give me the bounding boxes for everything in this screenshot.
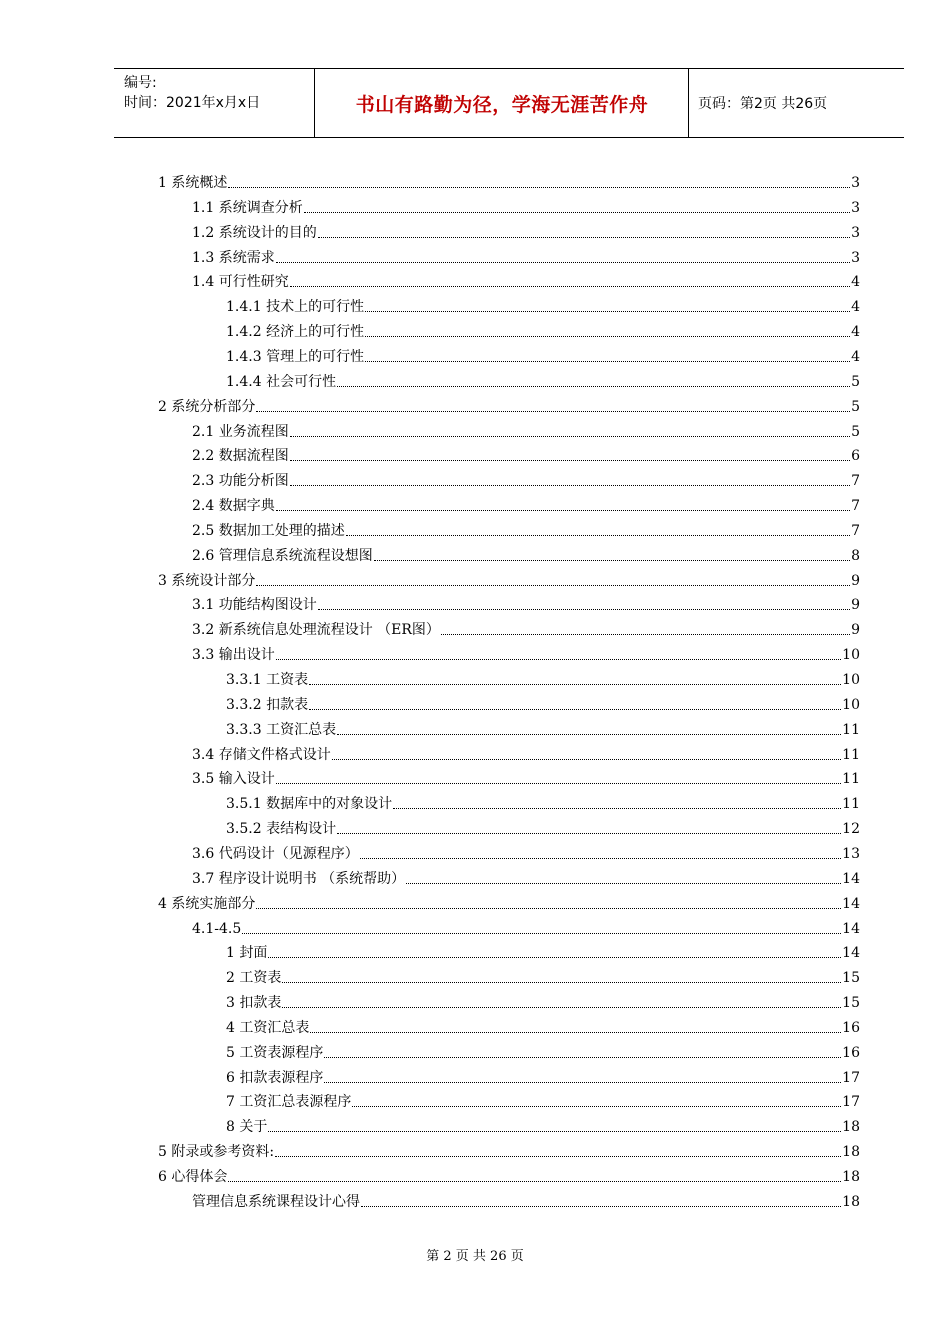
toc-entry[interactable] bbox=[226, 1112, 860, 1136]
toc-entry[interactable] bbox=[226, 988, 860, 1012]
toc-entry-title: 1 系统概述 bbox=[158, 175, 228, 191]
toc-entry[interactable] bbox=[192, 193, 860, 217]
toc-entry-title: 3.5.2 表结构设计 bbox=[226, 821, 337, 837]
toc-leader-dots bbox=[304, 211, 850, 213]
toc-entry-title: 1.1 系统调查分析 bbox=[192, 200, 303, 216]
toc-entry[interactable] bbox=[192, 590, 860, 614]
toc-entry-title: 2.6 管理信息系统流程设想图 bbox=[192, 548, 373, 564]
toc-entry-title: 2.2 数据流程图 bbox=[192, 448, 289, 464]
toc-entry-title: 管理信息系统课程设计心得 bbox=[192, 1194, 360, 1210]
toc-leader-dots bbox=[337, 832, 841, 834]
toc-entry-title: 3.5.1 数据库中的对象设计 bbox=[226, 796, 393, 812]
toc-leader-dots bbox=[290, 435, 850, 437]
toc-leader-dots bbox=[365, 310, 850, 312]
toc-entry-page: 9 bbox=[851, 622, 860, 638]
toc-entry-title: 8 关于 bbox=[226, 1119, 268, 1135]
toc-leader-dots bbox=[324, 1056, 841, 1058]
toc-entry[interactable] bbox=[226, 789, 860, 813]
toc-entry-title: 1.4 可行性研究 bbox=[192, 274, 289, 290]
toc-entry[interactable] bbox=[192, 839, 860, 863]
toc-leader-dots bbox=[393, 807, 841, 809]
toc-leader-dots bbox=[268, 1130, 841, 1132]
header-time-label: 时间：2021年x月x日 bbox=[124, 95, 261, 111]
toc-entry-page: 18 bbox=[842, 1194, 860, 1210]
header-divider bbox=[314, 69, 315, 137]
toc-entry-page: 4 bbox=[851, 299, 860, 315]
toc-entry-title: 4 工资汇总表 bbox=[226, 1020, 310, 1036]
toc-entry-page: 3 bbox=[851, 175, 860, 191]
toc-leader-dots bbox=[256, 907, 841, 909]
toc-leader-dots bbox=[441, 633, 850, 635]
toc-entry-page: 11 bbox=[842, 796, 860, 812]
toc-entry[interactable] bbox=[226, 963, 860, 987]
toc-entry-title: 4 系统实施部分 bbox=[158, 896, 256, 912]
toc-entry[interactable] bbox=[226, 1038, 860, 1062]
page-header bbox=[114, 68, 904, 138]
toc-leader-dots bbox=[309, 683, 841, 685]
toc-entry[interactable] bbox=[192, 417, 860, 441]
toc-entry[interactable] bbox=[192, 864, 860, 888]
toc-leader-dots bbox=[275, 1155, 841, 1157]
toc-entry-page: 10 bbox=[842, 647, 860, 663]
toc-entry-title: 5 附录或参考资料: bbox=[158, 1144, 275, 1160]
toc-entry-page: 11 bbox=[842, 747, 860, 763]
toc-leader-dots bbox=[365, 335, 850, 337]
toc-entry-page: 5 bbox=[851, 399, 860, 415]
toc-entry[interactable] bbox=[226, 938, 860, 962]
toc-entry-title: 2.5 数据加工处理的描述 bbox=[192, 523, 345, 539]
toc-entry-page: 7 bbox=[851, 498, 860, 514]
toc-leader-dots bbox=[276, 261, 850, 263]
toc-entry-title: 3 扣款表 bbox=[226, 995, 282, 1011]
toc-entry[interactable] bbox=[226, 1087, 860, 1111]
toc-entry-page: 17 bbox=[842, 1070, 860, 1086]
toc-entry-title: 1.4.4 社会可行性 bbox=[226, 374, 337, 390]
toc-entry[interactable] bbox=[158, 392, 860, 416]
toc-entry[interactable] bbox=[192, 466, 860, 490]
toc-entry-title: 5 工资表源程序 bbox=[226, 1045, 324, 1061]
toc-entry-page: 17 bbox=[842, 1094, 860, 1110]
toc-entry-page: 13 bbox=[842, 846, 860, 862]
toc-entry[interactable] bbox=[192, 764, 860, 788]
toc-entry[interactable] bbox=[158, 1137, 860, 1161]
toc-entry-title: 1.4.2 经济上的可行性 bbox=[226, 324, 365, 340]
toc-entry[interactable] bbox=[226, 342, 860, 366]
toc-entry[interactable] bbox=[226, 715, 860, 739]
toc-entry-title: 1.4.1 技术上的可行性 bbox=[226, 299, 365, 315]
toc-leader-dots bbox=[276, 782, 841, 784]
toc-leader-dots bbox=[406, 882, 841, 884]
header-divider bbox=[688, 69, 689, 137]
toc-leader-dots bbox=[228, 1180, 841, 1182]
toc-entry-title: 3.3 输出设计 bbox=[192, 647, 275, 663]
toc-leader-dots bbox=[282, 981, 841, 983]
toc-entry-title: 1.3 系统需求 bbox=[192, 250, 275, 266]
toc-entry-title: 1.4.3 管理上的可行性 bbox=[226, 349, 365, 365]
toc-entry[interactable] bbox=[226, 1013, 860, 1037]
toc-entry[interactable] bbox=[226, 665, 860, 689]
toc-leader-dots bbox=[256, 410, 850, 412]
toc-leader-dots bbox=[337, 385, 850, 387]
toc-entry[interactable] bbox=[192, 516, 860, 540]
toc-entry-page: 18 bbox=[842, 1119, 860, 1135]
toc-entry[interactable] bbox=[192, 615, 860, 639]
toc-entry-page: 16 bbox=[842, 1045, 860, 1061]
toc-entry-page: 3 bbox=[851, 225, 860, 241]
toc-leader-dots bbox=[309, 708, 841, 710]
toc-entry-title: 4.1-4.5 bbox=[192, 921, 242, 937]
toc-entry-page: 14 bbox=[842, 896, 860, 912]
toc-leader-dots bbox=[318, 608, 850, 610]
toc-entry-page: 4 bbox=[851, 274, 860, 290]
toc-leader-dots bbox=[282, 1006, 841, 1008]
toc-entry-title: 2 系统分析部分 bbox=[158, 399, 256, 415]
toc-entry[interactable] bbox=[192, 740, 860, 764]
toc-entry-title: 2.4 数据字典 bbox=[192, 498, 275, 514]
toc-entry-title: 3.7 程序设计说明书 （系统帮助） bbox=[192, 871, 406, 887]
header-left-cell bbox=[124, 73, 260, 113]
toc-entry-title: 3.3.2 扣款表 bbox=[226, 697, 309, 713]
toc-entry-page: 8 bbox=[851, 548, 860, 564]
toc-leader-dots bbox=[360, 857, 841, 859]
toc-entry-title: 2.3 功能分析图 bbox=[192, 473, 289, 489]
toc-entry[interactable] bbox=[158, 889, 860, 913]
toc-entry-page: 10 bbox=[842, 672, 860, 688]
toc-entry[interactable] bbox=[192, 441, 860, 465]
toc-entry-page: 9 bbox=[851, 597, 860, 613]
toc-entry-title: 3.2 新系统信息处理流程设计 （ER图） bbox=[192, 622, 440, 638]
toc-entry-title: 2 工资表 bbox=[226, 970, 282, 986]
toc-entry[interactable] bbox=[226, 317, 860, 341]
toc-entry-page: 5 bbox=[851, 424, 860, 440]
toc-leader-dots bbox=[346, 534, 850, 536]
toc-leader-dots bbox=[332, 758, 841, 760]
toc-entry-title: 2.1 业务流程图 bbox=[192, 424, 289, 440]
toc-entry[interactable] bbox=[192, 218, 860, 242]
toc-leader-dots bbox=[361, 1205, 841, 1207]
toc-entry-page: 10 bbox=[842, 697, 860, 713]
toc-leader-dots bbox=[276, 509, 850, 511]
toc-leader-dots bbox=[318, 236, 850, 238]
toc-entry[interactable] bbox=[226, 1063, 860, 1087]
toc-entry-title: 3.3.3 工资汇总表 bbox=[226, 722, 337, 738]
toc-entry-title: 3.1 功能结构图设计 bbox=[192, 597, 317, 613]
toc-entry-page: 11 bbox=[842, 722, 860, 738]
toc-entry[interactable] bbox=[226, 690, 860, 714]
toc-entry-page: 15 bbox=[842, 970, 860, 986]
toc-entry-page: 7 bbox=[851, 473, 860, 489]
toc-entry-page: 4 bbox=[851, 349, 860, 365]
toc-entry-page: 3 bbox=[851, 250, 860, 266]
toc-entry-page: 12 bbox=[842, 821, 860, 837]
toc-entry-title: 3.4 存储文件格式设计 bbox=[192, 747, 331, 763]
toc-entry-page: 16 bbox=[842, 1020, 860, 1036]
toc-leader-dots bbox=[310, 1031, 841, 1033]
toc-entry[interactable] bbox=[192, 491, 860, 515]
toc-leader-dots bbox=[365, 360, 850, 362]
toc-entry-title: 3 系统设计部分 bbox=[158, 573, 256, 589]
toc-entry-title: 3.6 代码设计（见源程序） bbox=[192, 846, 359, 862]
toc-leader-dots bbox=[242, 932, 841, 934]
toc-leader-dots bbox=[228, 186, 850, 188]
toc-entry-page: 18 bbox=[842, 1169, 860, 1185]
toc-entry-page: 4 bbox=[851, 324, 860, 340]
toc-leader-dots bbox=[268, 956, 841, 958]
toc-entry-title: 1 封面 bbox=[226, 945, 268, 961]
toc-leader-dots bbox=[352, 1105, 841, 1107]
header-motto: 书山有路勤为径，学海无涯苦作舟 bbox=[355, 93, 649, 116]
toc-entry[interactable] bbox=[158, 566, 860, 590]
toc-entry-page: 14 bbox=[842, 945, 860, 961]
toc-entry[interactable] bbox=[158, 168, 860, 192]
toc-entry-page: 14 bbox=[842, 921, 860, 937]
toc-leader-dots bbox=[276, 658, 841, 660]
toc-entry-page: 18 bbox=[842, 1144, 860, 1160]
toc-entry-page: 9 bbox=[851, 573, 860, 589]
toc-entry-title: 6 扣款表源程序 bbox=[226, 1070, 324, 1086]
toc-leader-dots bbox=[290, 285, 850, 287]
toc-entry[interactable] bbox=[226, 814, 860, 838]
toc-entry[interactable] bbox=[192, 1187, 860, 1211]
header-page-info: 页码：第2页 共26页 bbox=[698, 96, 828, 112]
toc-entry[interactable] bbox=[192, 640, 860, 664]
toc-entry[interactable] bbox=[192, 541, 860, 565]
toc-entry-page: 14 bbox=[842, 871, 860, 887]
toc-leader-dots bbox=[290, 484, 850, 486]
toc-leader-dots bbox=[324, 1081, 841, 1083]
toc-entry-page: 11 bbox=[842, 771, 860, 787]
toc-leader-dots bbox=[256, 584, 850, 586]
toc-leader-dots bbox=[290, 459, 850, 461]
toc-entry[interactable] bbox=[226, 367, 860, 391]
toc-entry[interactable] bbox=[192, 243, 860, 267]
toc-entry-page: 6 bbox=[851, 448, 860, 464]
toc-entry[interactable] bbox=[192, 267, 860, 291]
toc-entry-title: 3.3.1 工资表 bbox=[226, 672, 309, 688]
toc-entry-title: 1.2 系统设计的目的 bbox=[192, 225, 317, 241]
toc-entry-page: 7 bbox=[851, 523, 860, 539]
header-number-label: 编号: bbox=[124, 75, 157, 91]
toc-leader-dots bbox=[374, 559, 850, 561]
toc-entry-title: 6 心得体会 bbox=[158, 1169, 228, 1185]
toc-entry[interactable] bbox=[226, 292, 860, 316]
toc-entry[interactable] bbox=[192, 914, 860, 938]
toc-entry-page: 5 bbox=[851, 374, 860, 390]
toc-entry-page: 3 bbox=[851, 200, 860, 216]
toc-entry-title: 3.5 输入设计 bbox=[192, 771, 275, 787]
toc-entry-title: 7 工资汇总表源程序 bbox=[226, 1094, 352, 1110]
page-footer: 第 2 页 共 26 页 bbox=[426, 1249, 524, 1264]
toc-entry-page: 15 bbox=[842, 995, 860, 1011]
toc-entry[interactable] bbox=[158, 1162, 860, 1186]
toc-leader-dots bbox=[337, 733, 841, 735]
